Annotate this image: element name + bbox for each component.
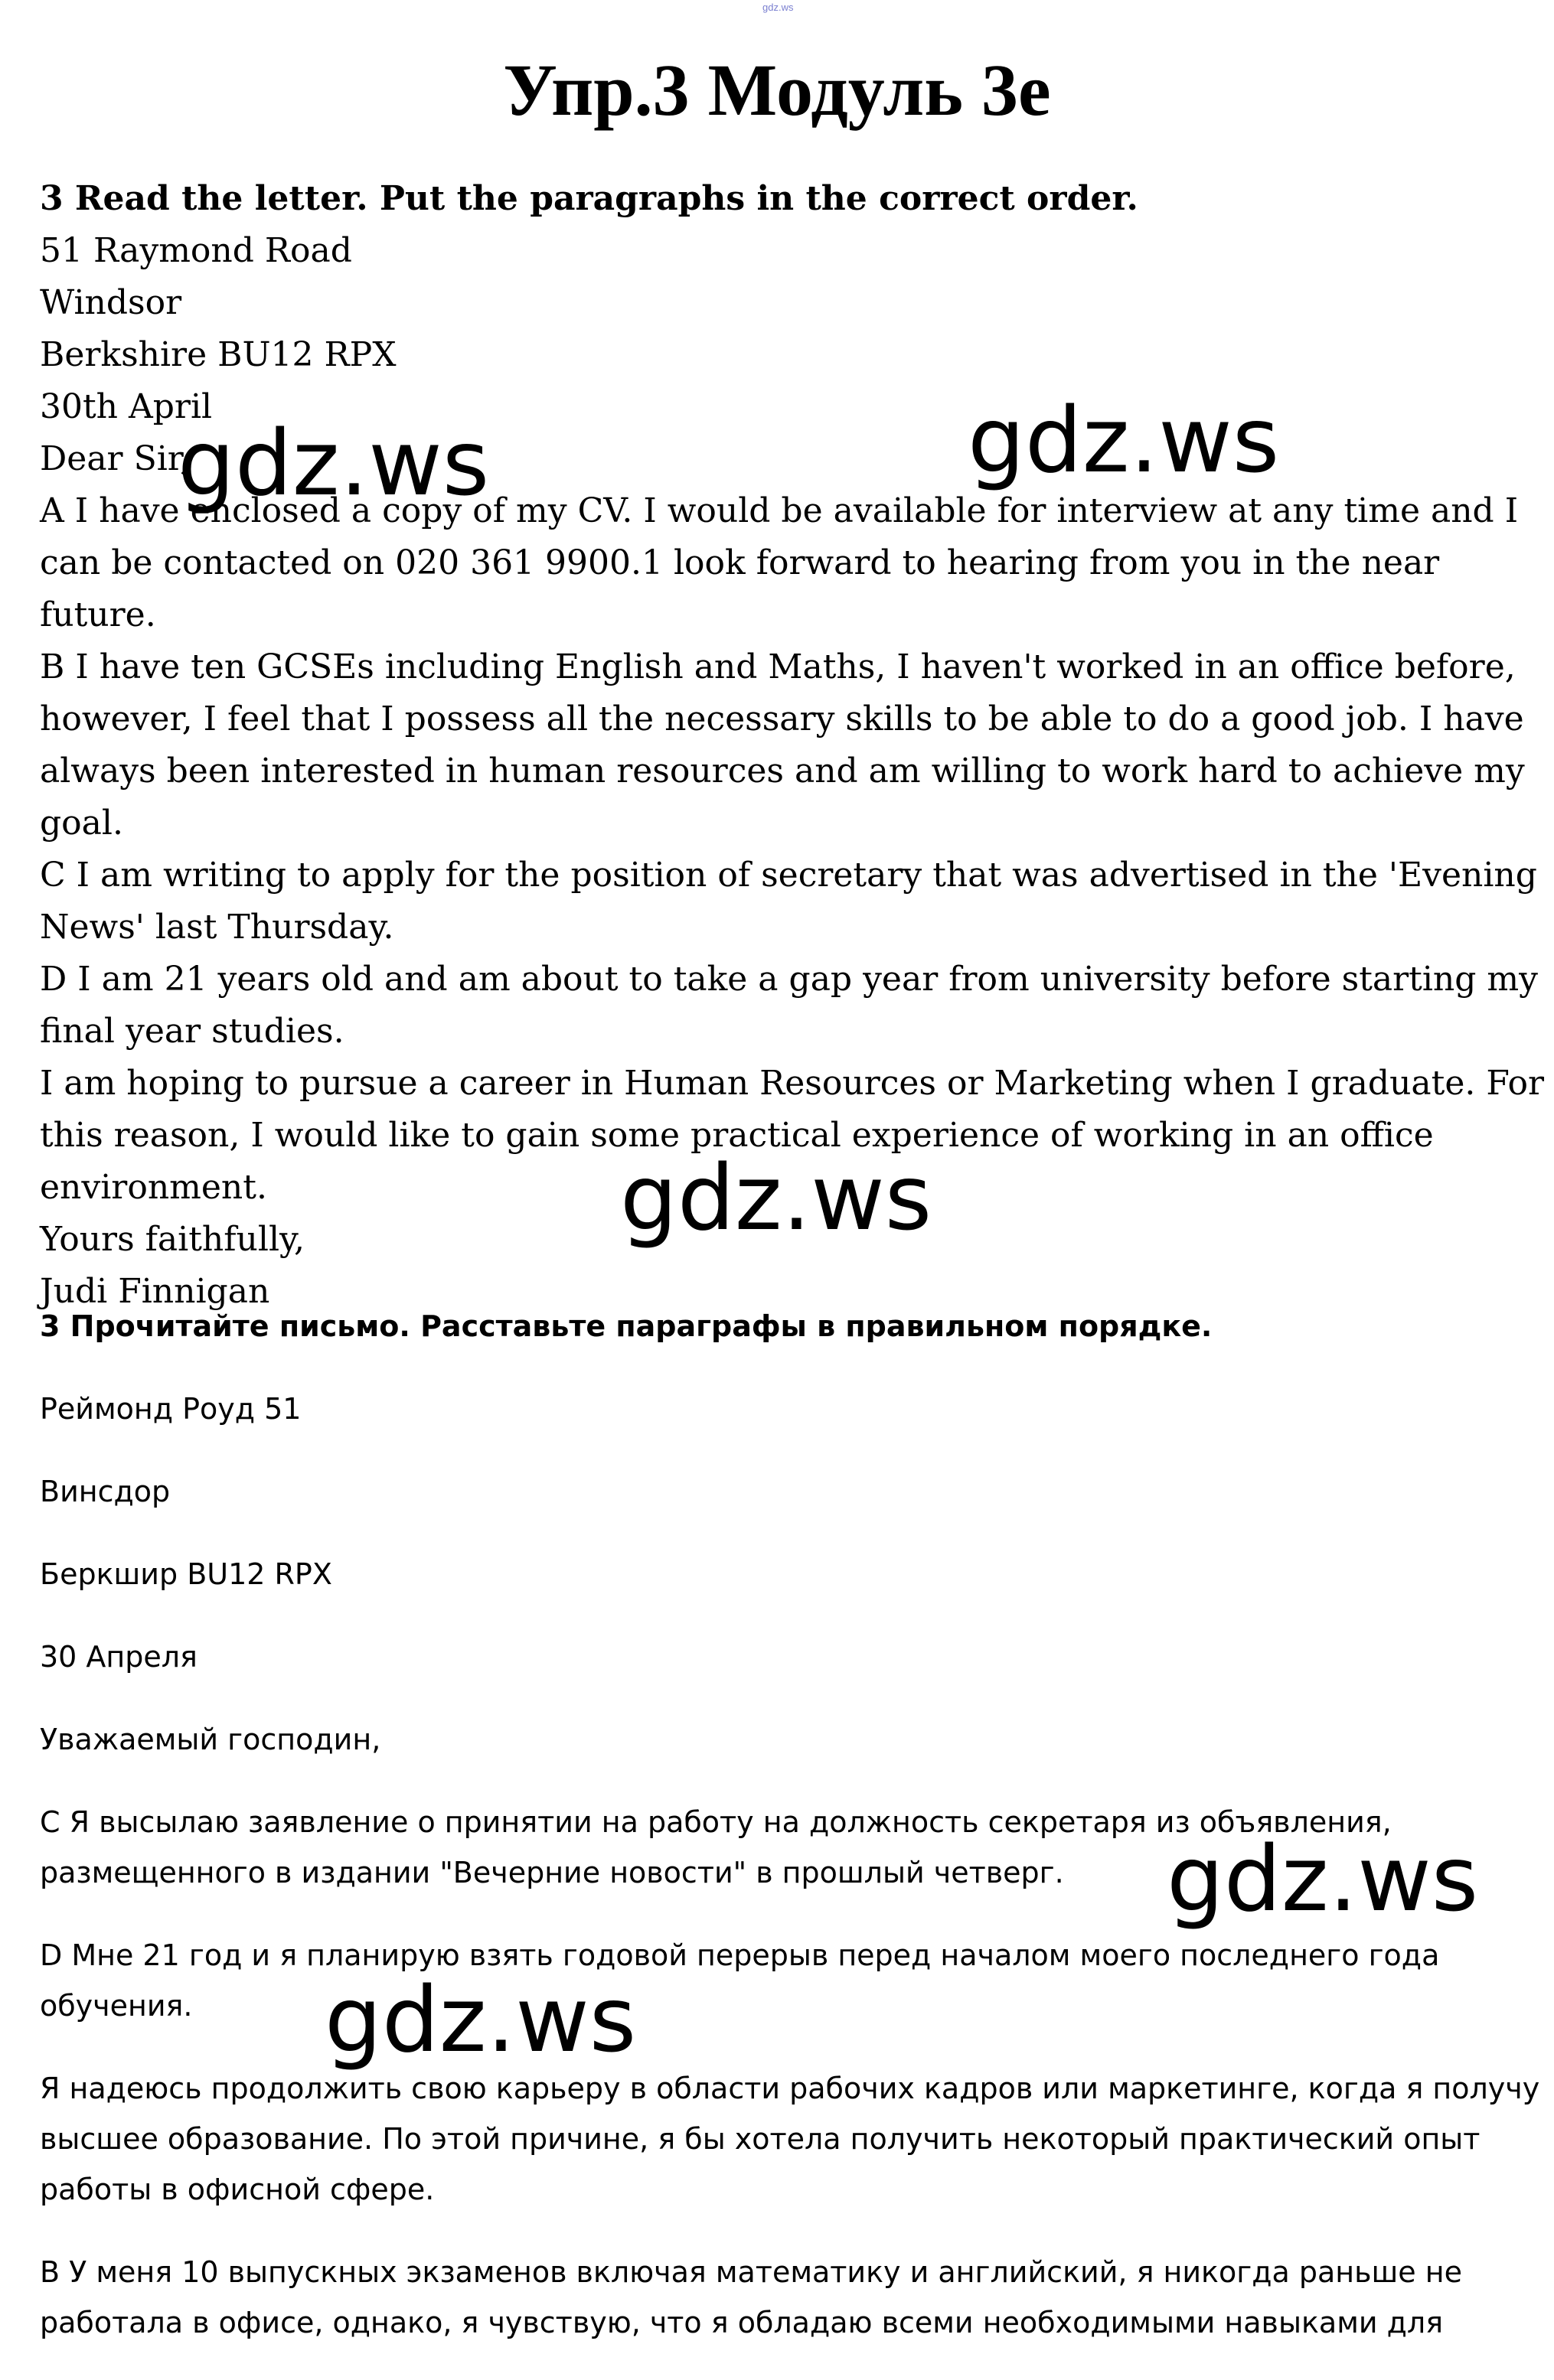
letter-greeting: Dear Sir, xyxy=(40,439,191,478)
english-task: 3 Read the letter. Put the paragraphs in the correct order. xyxy=(40,179,1138,218)
address-line-3: Berkshire BU12 RPX xyxy=(40,335,397,374)
ru-greeting: Уважаемый господин, xyxy=(40,1723,381,1756)
paragraph-b: B I have ten GCSEs including English and Maths, I haven't worked in an office before, however, I feel that I possess all the necessary skills to be able to do a good job. I have always been interested in human resources and am willing to work hard to achieve my goal. xyxy=(40,647,1525,843)
ru-paragraph-d: D Мне 21 год и я планирую взять годовой перерыв перед началом моего последнего года обучения. xyxy=(40,1938,1440,2023)
address-line-1: 51 Raymond Road xyxy=(40,231,352,270)
ru-address-line-3: Беркшир BU12 RPX xyxy=(40,1557,332,1591)
ru-paragraph-b: B У меня 10 выпускных экзаменов включая математику и английский, я никогда раньше не работала в офисе, однако, я чувствую, что я обладаю всеми необходимыми навыками для xyxy=(40,2255,1462,2339)
watermark-3: gdz.ws xyxy=(620,1145,932,1250)
paragraph-d: D I am 21 years old and am about to take a gap year from university before starting my final year studies. xyxy=(40,960,1538,1051)
letter-date: 30th April xyxy=(40,387,213,426)
watermark-5: gdz.ws xyxy=(325,1967,637,2072)
watermark-2: gdz.ws xyxy=(968,387,1280,493)
letter-signature: Judi Finnigan xyxy=(40,1272,270,1311)
ru-date: 30 Апреля xyxy=(40,1640,198,1674)
address-line-2: Windsor xyxy=(40,283,182,322)
page-title: Упр.3 Модуль 3e xyxy=(503,49,1051,131)
paragraph-a: A I have enclosed a copy of my CV. I would be available for interview at any time and I can be contacted on 020 361 9900.1 look forward to hearing from you in the near future. xyxy=(40,491,1519,634)
watermark-1: gdz.ws xyxy=(178,410,490,516)
ru-paragraph-e: Я надеюсь продолжить свою карьеру в области рабочих кадров или маркетинге, когда я получу высшее образование. По этой причине, я бы хотела получить некоторый практический опыт работы в офисной сфере. xyxy=(40,2072,1540,2206)
ru-address-line-2: Винсдор xyxy=(40,1475,171,1508)
ru-address-line-1: Реймонд Роуд 51 xyxy=(40,1392,302,1426)
ru-paragraph-c: C Я высылаю заявление о принятии на работу на должность секретаря из объявления, размещенного в издании "Вечерние новости" в прошлый четверг. xyxy=(40,1805,1392,1889)
paragraph-c: C I am writing to apply for the position of secretary that was advertised in the 'Evening News' last Thursday. xyxy=(40,856,1537,947)
letter-closing: Yours faithfully, xyxy=(40,1220,305,1259)
watermark-4: gdz.ws xyxy=(1167,1826,1479,1932)
header-watermark: gdz.ws xyxy=(762,2,794,13)
paragraph-e: I am hoping to pursue a career in Human Resources or Marketing when I graduate. For this reason, I would like to gain some practical experience of working in an office environment. xyxy=(40,1064,1544,1207)
russian-task: 3 Прочитайте письмо. Расставьте параграфы в правильном порядке. xyxy=(40,1309,1213,1343)
